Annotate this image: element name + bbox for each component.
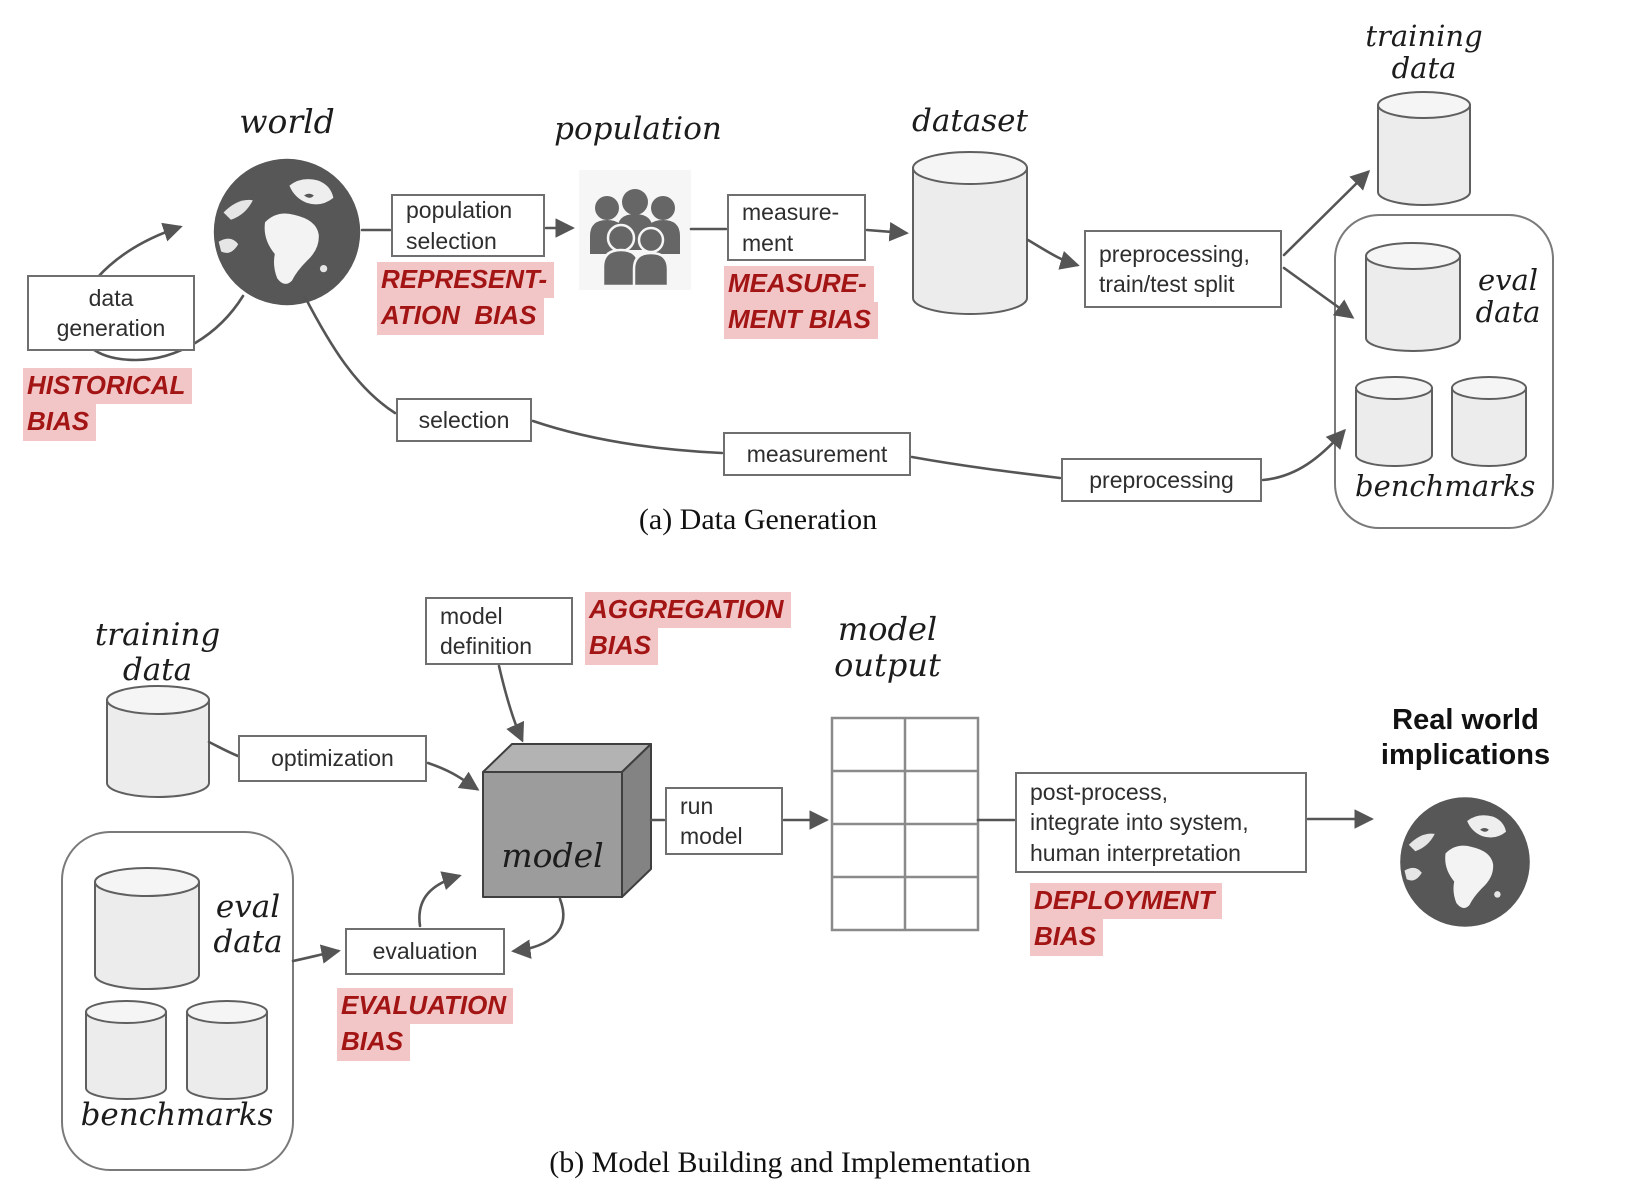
- benchmarks-label-a: benchmarks: [1355, 469, 1536, 503]
- deployment-bias-label: DEPLOYMENT BIAS: [1030, 883, 1222, 956]
- population-label: population: [554, 111, 722, 147]
- real-world-globe-icon: [1400, 797, 1530, 927]
- training-data-cylinder-a: [1378, 92, 1470, 205]
- population-people-icon: [579, 170, 691, 290]
- data-generation-box: [27, 275, 195, 351]
- post-process-box: post-process, integrate into system, human interpretation: [1015, 772, 1307, 873]
- model-output-grid: [832, 718, 978, 930]
- eval-data-cylinder-a: [1366, 243, 1460, 351]
- benchmark-cylinder-a1: [1356, 377, 1432, 466]
- population-selection-box: population selection: [391, 194, 545, 257]
- world-globe-icon: [214, 159, 360, 305]
- measurement-bias-label: MEASURE- MENT BIAS: [724, 266, 878, 339]
- benchmark-cylinder-b1: [86, 1001, 166, 1099]
- measurement-lower-box: measurement: [723, 432, 911, 476]
- representation-bias-label: REPRESENT- ATION BIAS: [377, 262, 554, 335]
- evaluation-bias-label: EVALUATION BIAS: [337, 988, 513, 1061]
- preprocessing-lower-box: preprocessing: [1061, 458, 1262, 502]
- benchmarks-label-b: benchmarks: [80, 1097, 274, 1133]
- world-label: world: [239, 102, 335, 141]
- eval-data-cylinder-b: [95, 868, 199, 989]
- eval-data-label-a: eval data: [1475, 263, 1541, 330]
- measurement-upper-box: measure- ment: [727, 194, 866, 261]
- data-generation-line2: generation: [56, 315, 166, 341]
- benchmark-cylinder-b2: [187, 1001, 267, 1099]
- model-label: model: [501, 836, 604, 875]
- eval-data-label-b: eval data: [213, 889, 283, 960]
- dataset-label: dataset: [912, 103, 1028, 139]
- dataset-cylinder: [913, 152, 1027, 314]
- historical-bias-label: HISTORICAL BIAS: [23, 368, 192, 441]
- model-definition-box: model definition: [425, 597, 573, 665]
- evaluation-box: evaluation: [345, 928, 505, 975]
- model-output-label: model output: [834, 610, 941, 684]
- run-model-box: run model: [665, 787, 783, 855]
- training-data-cylinder-b: [107, 686, 209, 797]
- caption-a: (a) Data Generation: [638, 503, 878, 536]
- real-world-implications-label: Real world implications: [1380, 704, 1551, 771]
- benchmark-cylinder-a2: [1452, 377, 1526, 466]
- training-data-label-b: training data: [94, 617, 221, 688]
- data-generation-line1: data: [88, 284, 134, 311]
- caption-b: (b) Model Building and Implementation: [549, 1146, 1031, 1179]
- aggregation-bias-label: AGGREGATION BIAS: [585, 592, 791, 665]
- preprocessing-split-box: preprocessing, train/test split: [1084, 230, 1282, 308]
- selection-box: selection: [396, 398, 532, 442]
- training-data-label-a: training data: [1365, 19, 1483, 86]
- optimization-box: optimization: [238, 735, 427, 782]
